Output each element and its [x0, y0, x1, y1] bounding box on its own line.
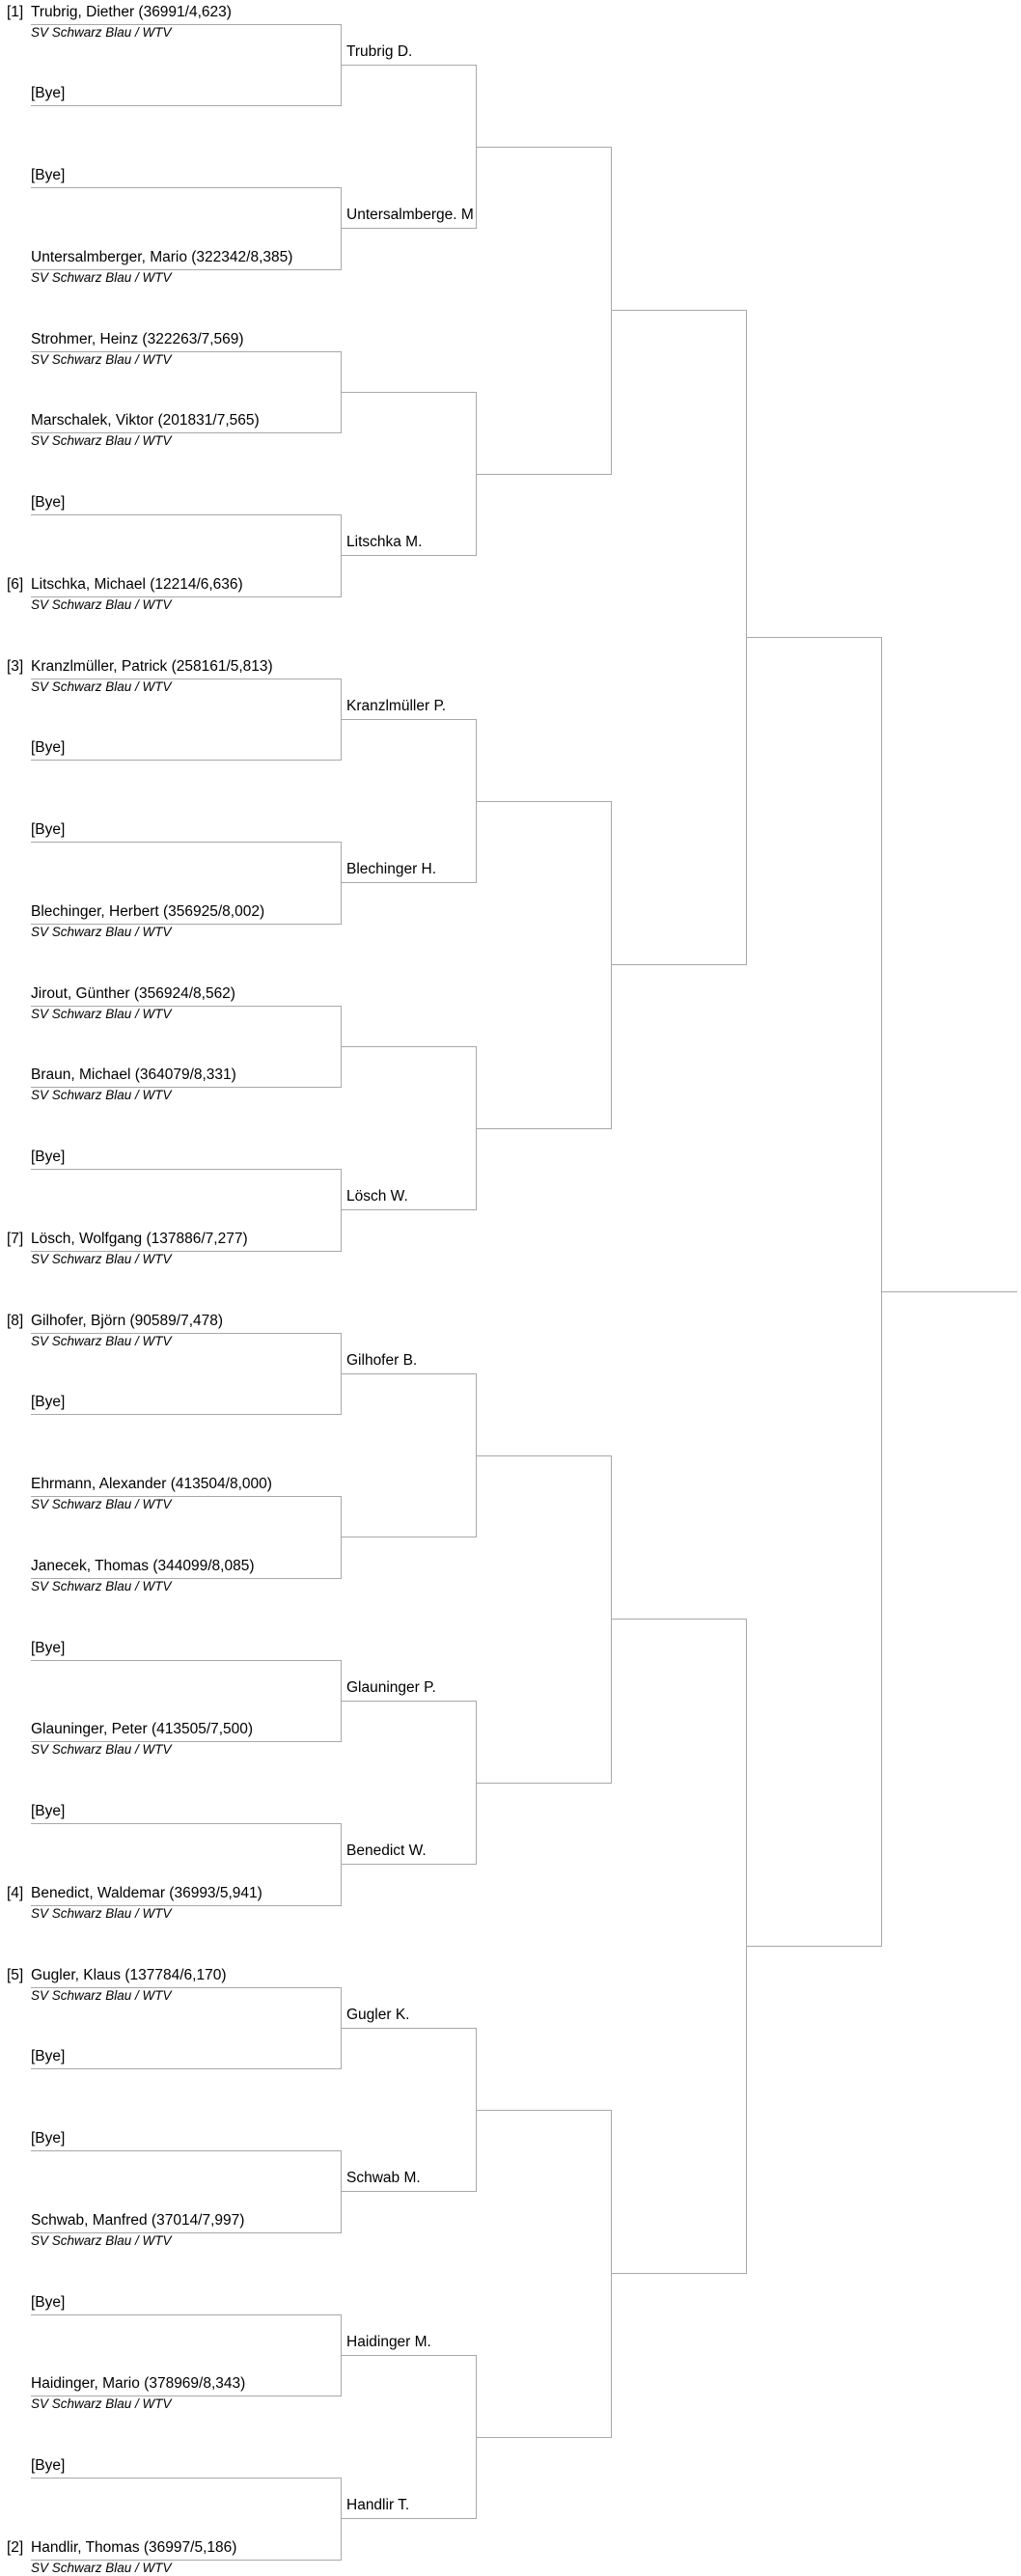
round2-winner: Gilhofer B.: [346, 1351, 418, 1369]
round2-line: [341, 882, 476, 883]
round1-line: [31, 1905, 341, 1906]
round1-line: [31, 1578, 341, 1579]
player-club: SV Schwarz Blau / WTV: [31, 1497, 172, 1511]
round2-winner: Blechinger H.: [346, 861, 437, 878]
player-name: [Bye]: [31, 494, 66, 511]
round5-line: [746, 637, 881, 638]
player-club: SV Schwarz Blau / WTV: [31, 1251, 172, 1266]
round1-line: [31, 596, 341, 597]
player-name: Schwab, Manfred (37014/7,997): [31, 2211, 245, 2229]
round3-line: [476, 1455, 611, 1456]
round4-line: [611, 1619, 746, 1620]
player-club: SV Schwarz Blau / WTV: [31, 1333, 172, 1348]
player-club: SV Schwarz Blau / WTV: [31, 1905, 172, 1921]
player-name: Benedict, Waldemar (36993/5,941): [31, 1884, 262, 1901]
round1-line: [31, 1251, 341, 1252]
round1-line: [31, 1087, 341, 1088]
round1-line: [31, 2478, 341, 2479]
round2-line: [341, 1373, 476, 1374]
round1-line: [31, 2068, 341, 2069]
player-club: SV Schwarz Blau / WTV: [31, 596, 172, 612]
player-name: Untersalmberger, Mario (322342/8,385): [31, 248, 293, 265]
round1-line: [31, 24, 341, 25]
round1-line: [31, 760, 341, 761]
player-club: SV Schwarz Blau / WTV: [31, 1578, 172, 1593]
player-name: Lösch, Wolfgang (137886/7,277): [31, 1230, 248, 1247]
round2-line: [341, 1701, 476, 1702]
round2-line: [341, 2028, 476, 2029]
player-club: SV Schwarz Blau / WTV: [31, 24, 172, 40]
player-name: [Bye]: [31, 821, 66, 838]
player-name: Glauninger, Peter (413505/7,500): [31, 1721, 254, 1738]
player-name: Gilhofer, Björn (90589/7,478): [31, 1312, 224, 1329]
player-club: SV Schwarz Blau / WTV: [31, 269, 172, 285]
player-club: SV Schwarz Blau / WTV: [31, 2396, 172, 2412]
round3-line: [476, 801, 611, 802]
round3-line: [476, 1128, 611, 1129]
player-name: [Bye]: [31, 1394, 66, 1411]
round2-line: [341, 228, 476, 229]
round3-line: [476, 474, 611, 475]
player-seed: [7]: [7, 1230, 24, 1247]
round1-line: [31, 842, 341, 843]
round1-line: [31, 432, 341, 433]
round1-line: [31, 2232, 341, 2233]
player-name: Marschalek, Viktor (201831/7,565): [31, 412, 260, 429]
player-name: Handlir, Thomas (36997/5,186): [31, 2538, 237, 2556]
player-name: [Bye]: [31, 739, 66, 757]
round2-line: [341, 392, 476, 393]
round2-line: [341, 2355, 476, 2356]
round4-line: [611, 2273, 746, 2274]
round2-winner: Lösch W.: [346, 1188, 408, 1205]
round1-line: [31, 351, 341, 352]
player-name: [Bye]: [31, 167, 66, 183]
player-seed: [2]: [7, 2538, 24, 2556]
round2-winner: Untersalmberge. M: [346, 207, 474, 224]
round6-line: [881, 1291, 1017, 1292]
round4-line: [611, 964, 746, 965]
player-club: SV Schwarz Blau / WTV: [31, 1987, 172, 2003]
round1-line: [31, 105, 341, 106]
round1-line: [31, 1169, 341, 1170]
round1-line: [31, 187, 341, 188]
player-name: Ehrmann, Alexander (413504/8,000): [31, 1476, 272, 1492]
round2-winner: Litschka M.: [346, 534, 423, 551]
player-name: Braun, Michael (364079/8,331): [31, 1066, 236, 1084]
round3-line: [476, 2437, 611, 2438]
player-name: Jirout, Günther (356924/8,562): [31, 984, 235, 1002]
round1-line: [31, 1414, 341, 1415]
player-club: SV Schwarz Blau / WTV: [31, 924, 172, 939]
round2-winner: Kranzlmüller P.: [346, 697, 447, 714]
round2-line: [341, 65, 476, 66]
round3-line: [476, 147, 611, 148]
round2-line: [341, 719, 476, 720]
player-name: Litschka, Michael (12214/6,636): [31, 575, 243, 593]
round2-winner: Schwab M.: [346, 2170, 421, 2187]
round2-winner: Benedict W.: [346, 1842, 427, 1860]
round1-line: [31, 1496, 341, 1497]
round1-line: [31, 1333, 341, 1334]
round1-line: [31, 924, 341, 925]
round3-line: [476, 1783, 611, 1784]
round4-line: [611, 310, 746, 311]
player-name: [Bye]: [31, 2130, 66, 2147]
player-name: [Bye]: [31, 85, 66, 102]
player-seed: [8]: [7, 1312, 24, 1329]
player-seed: [4]: [7, 1884, 24, 1901]
round2-winner: Glauninger P.: [346, 1678, 436, 1696]
round2-line: [341, 1864, 476, 1865]
round1-line: [31, 1006, 341, 1007]
round1-line: [31, 1660, 341, 1661]
player-name: [Bye]: [31, 2048, 66, 2065]
player-club: SV Schwarz Blau / WTV: [31, 1006, 172, 1021]
player-name: [Bye]: [31, 2293, 66, 2311]
round2-line: [341, 555, 476, 556]
round2-winner: Gugler K.: [346, 2006, 410, 2023]
round2-winner: Handlir T.: [346, 2497, 410, 2514]
round1-line: [31, 514, 341, 515]
player-name: Trubrig, Diether (36991/4,623): [31, 3, 232, 20]
player-name: Janecek, Thomas (344099/8,085): [31, 1557, 255, 1574]
player-seed: [6]: [7, 575, 24, 593]
round1-line: [31, 2150, 341, 2151]
round2-line: [341, 1209, 476, 1210]
player-seed: [3]: [7, 657, 24, 675]
round1-line: [31, 2560, 341, 2561]
player-club: SV Schwarz Blau / WTV: [31, 351, 172, 367]
player-name: [Bye]: [31, 2457, 66, 2474]
round2-winner: Haidinger M.: [346, 2333, 431, 2350]
player-club: SV Schwarz Blau / WTV: [31, 1088, 172, 1103]
player-name: Gugler, Klaus (137784/6,170): [31, 1966, 227, 1983]
player-club: SV Schwarz Blau / WTV: [31, 679, 172, 694]
round2-line: [341, 1046, 476, 1047]
player-name: Kranzlmüller, Patrick (258161/5,813): [31, 657, 273, 675]
player-name: [Bye]: [31, 1149, 66, 1165]
round5-line: [746, 1946, 881, 1947]
round1-line: [31, 1741, 341, 1742]
player-name: Strohmer, Heinz (322263/7,569): [31, 330, 244, 347]
player-name: [Bye]: [31, 1803, 66, 1819]
player-club: SV Schwarz Blau / WTV: [31, 2560, 172, 2575]
round1-line: [31, 2314, 341, 2315]
round3-line: [476, 2110, 611, 2111]
player-name: Blechinger, Herbert (356925/8,002): [31, 902, 265, 920]
round2-line: [341, 2518, 476, 2519]
round1-line: [31, 1823, 341, 1824]
player-club: SV Schwarz Blau / WTV: [31, 1742, 172, 1758]
player-name: Haidinger, Mario (378969/8,343): [31, 2375, 246, 2393]
player-seed: [5]: [7, 1966, 24, 1983]
round2-line: [341, 2191, 476, 2192]
player-club: SV Schwarz Blau / WTV: [31, 433, 172, 449]
round2-winner: Trubrig D.: [346, 42, 413, 60]
player-club: SV Schwarz Blau / WTV: [31, 2232, 172, 2248]
round1-line: [31, 269, 341, 270]
player-name: [Bye]: [31, 1639, 66, 1656]
round1-line: [31, 1987, 341, 1988]
player-seed: [1]: [7, 3, 24, 20]
